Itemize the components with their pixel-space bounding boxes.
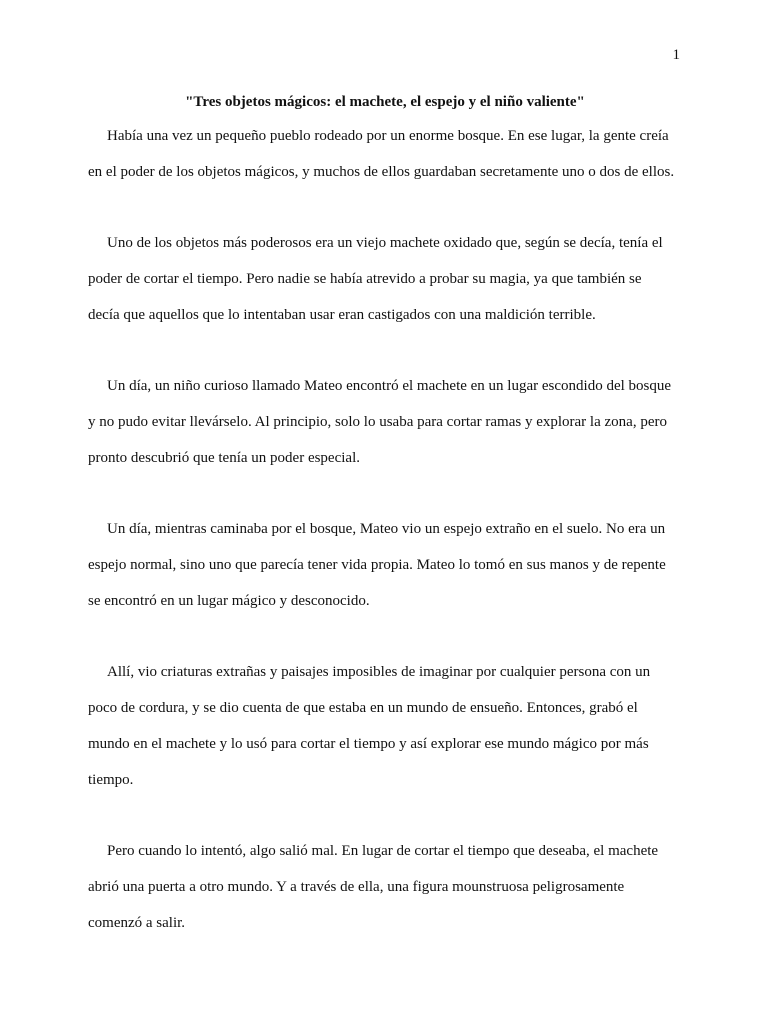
document-body xyxy=(88,91,682,941)
paragraph-3 xyxy=(88,368,682,476)
paragraph-4 xyxy=(88,511,682,619)
paragraph-5 xyxy=(88,654,682,798)
paragraph-line: se encontró en un lugar mágico y desconocido. xyxy=(88,593,370,609)
paragraph-1 xyxy=(88,118,682,190)
page-number: 1 xyxy=(672,47,680,63)
paragraph-line: y no pudo evitar llevárselo. Al principio, solo lo usaba para cortar ramas y explorar la zona, pero xyxy=(88,414,667,430)
paragraph-line: pronto descubrió que tenía un poder especial. xyxy=(88,450,360,466)
paragraph-6 xyxy=(88,833,682,941)
paragraph-line: espejo normal, sino uno que parecía tener vida propia. Mateo lo tomó en sus manos y de repente xyxy=(88,557,666,573)
paragraph-line: abrió una puerta a otro mundo. Y a través de ella, una figura mounstruosa peligrosamente xyxy=(88,879,625,895)
paragraph-line: Allí, vio criaturas extrañas y paisajes imposibles de imaginar por cualquier persona con un xyxy=(107,664,651,680)
paragraph-line: mundo en el machete y lo usó para cortar el tiempo y así explorar ese mundo mágico por más xyxy=(88,736,649,752)
paragraph-line: comenzó a salir. xyxy=(88,915,186,931)
paragraph-line: Un día, mientras caminaba por el bosque, Mateo vio un espejo extraño en el suelo. No era un xyxy=(107,521,666,537)
paragraph-line: Uno de los objetos más poderosos era un viejo machete oxidado que, según se decía, tenía el xyxy=(107,235,663,251)
paragraph-line: en el poder de los objetos mágicos, y muchos de ellos guardaban secretamente uno o dos de ellos. xyxy=(88,164,675,180)
paragraph-line: Pero cuando lo intentó, algo salió mal. En lugar de cortar el tiempo que deseaba, el machete xyxy=(107,843,659,859)
paragraph-line: Había una vez un pequeño pueblo rodeado por un enorme bosque. En ese lugar, la gente creía xyxy=(107,128,669,144)
story-title: "Tres objetos mágicos: el machete, el espejo y el niño valiente" xyxy=(185,94,585,110)
paragraph-2 xyxy=(88,225,682,333)
paragraph-line: tiempo. xyxy=(88,772,134,788)
paragraph-line: Un día, un niño curioso llamado Mateo encontró el machete en un lugar escondido del bosque xyxy=(107,378,672,394)
paragraph-line: poco de cordura, y se dio cuenta de que estaba en un mundo de ensueño. Entonces, grabó el xyxy=(88,700,638,716)
paragraph-line: decía que aquellos que lo intentaban usar eran castigados con una maldición terrible. xyxy=(88,307,596,323)
paragraph-line: poder de cortar el tiempo. Pero nadie se había atrevido a probar su magia, ya que también se xyxy=(88,271,642,287)
